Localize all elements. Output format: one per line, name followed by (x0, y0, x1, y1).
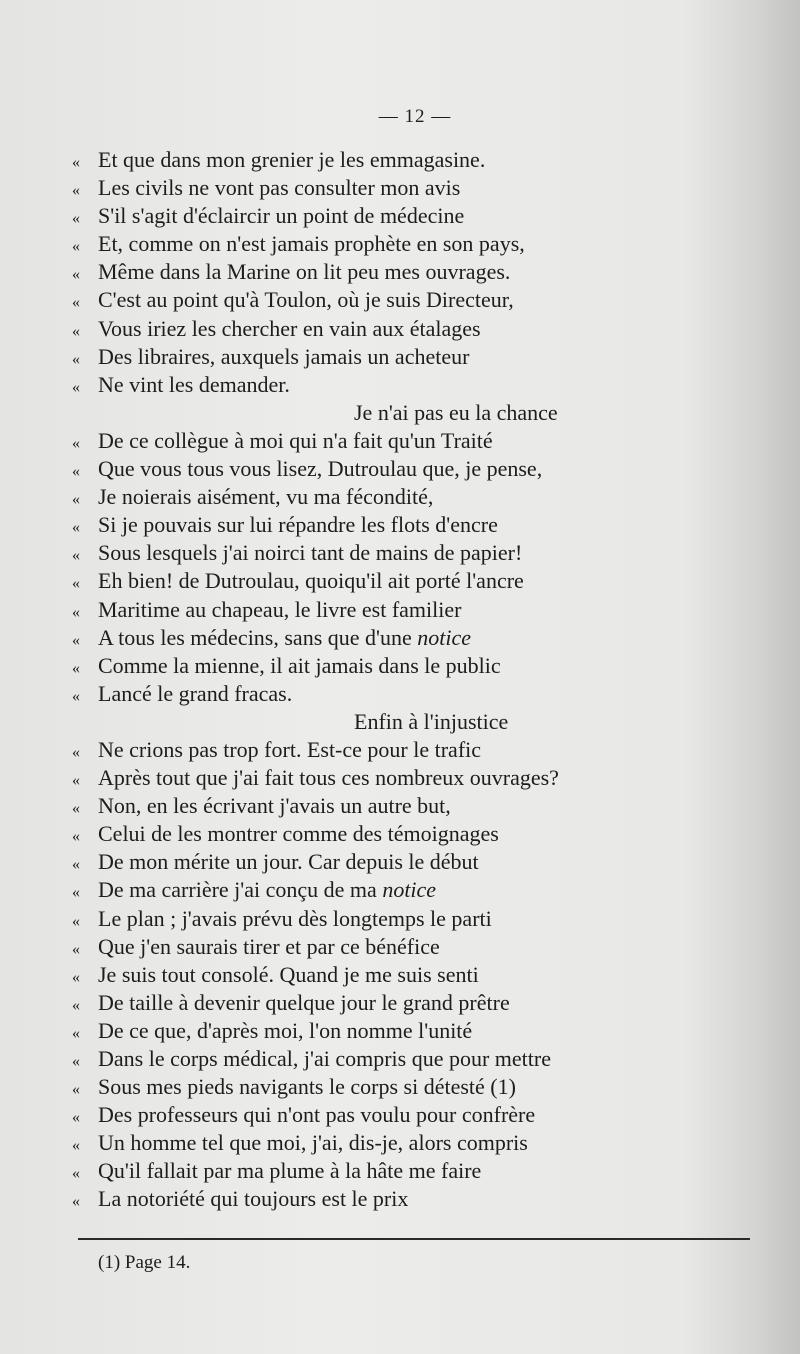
verse-text: Eh bien! de Dutroulau, quoiqu'il ait porté l'ancre (98, 568, 524, 594)
verse-text: S'il s'agit d'éclaircir un point de médecine (98, 203, 465, 229)
quote-mark: « (72, 210, 80, 228)
verse-line (72, 511, 772, 539)
verse-text: Ne vint les demander. (98, 371, 290, 397)
quote-mark: « (72, 434, 80, 452)
quote-mark: « (72, 350, 80, 368)
quote-mark: « (72, 322, 80, 340)
verse-line (72, 1017, 772, 1045)
verse-line (72, 286, 772, 314)
quote-mark: « (72, 912, 80, 930)
verse-text: Lancé le grand fracas. (98, 680, 293, 706)
quote-mark: « (72, 772, 80, 790)
quote-mark: « (72, 238, 80, 256)
verse-line (72, 736, 772, 764)
verse-line (72, 567, 772, 595)
verse-emphasis: notice (417, 624, 472, 650)
verse-text: Dans le corps médical, j'ai compris que pour mettre (98, 1046, 551, 1071)
verse-text: Que j'en saurais tirer et par ce bénéfice (98, 933, 440, 959)
verse-text: A tous les médecins, sans que d'une (98, 624, 418, 650)
verse-line (72, 848, 772, 876)
quote-mark: « (72, 154, 80, 171)
verse-line (72, 1073, 772, 1101)
verse-line (72, 539, 772, 567)
verse-line (72, 792, 772, 820)
verse-line (72, 1045, 772, 1073)
verse-line (72, 1185, 772, 1213)
quote-mark: « (72, 996, 80, 1014)
quote-mark: « (72, 631, 80, 649)
verse-line (72, 399, 772, 427)
verse-text: De ce collègue à moi qui n'a fait qu'un Traité (98, 427, 493, 453)
verse-line (72, 202, 772, 230)
verse-text: Et, comme on n'est jamais prophète en son pays, (98, 231, 525, 257)
verse-line (72, 820, 772, 848)
verse-line (72, 905, 772, 933)
quote-mark: « (72, 968, 80, 986)
quote-mark: « (72, 856, 80, 874)
verse-line (72, 961, 772, 989)
verse-text: Et que dans mon grenier je les emmagasine. (98, 147, 486, 172)
verse-line (72, 596, 772, 624)
quote-mark: « (72, 1053, 80, 1070)
quote-mark: « (72, 575, 80, 593)
verse-line (72, 146, 772, 174)
verse-text: C'est au point qu'à Toulon, où je suis Directeur, (98, 287, 514, 313)
quote-mark: « (72, 1137, 80, 1155)
verse-emphasis: notice (382, 877, 437, 903)
verse-text: Si je pouvais sur lui répandre les flots d'encre (98, 512, 498, 538)
verse-text: Vous iriez les chercher en vain aux étalages (98, 315, 481, 341)
verse-line (72, 1157, 772, 1185)
verse-line (72, 315, 772, 343)
quote-mark: « (72, 743, 80, 761)
verse-body (72, 146, 772, 1214)
verse-text: Des professeurs qui n'ont pas voulu pour confrère (98, 1102, 536, 1128)
verse-line (72, 258, 772, 286)
quote-mark: « (72, 884, 80, 902)
verse-line (72, 230, 772, 258)
verse-text: Le plan ; j'avais prévu dès longtemps le parti (98, 905, 492, 931)
quote-mark: « (72, 463, 80, 481)
verse-text: Après tout que j'ai fait tous ces nombreux ouvrages? (98, 765, 559, 791)
quote-mark: « (72, 1193, 80, 1211)
verse-text: Les civils ne vont pas consulter mon avis (98, 175, 461, 201)
verse-line (72, 624, 772, 652)
verse-text: Ne crions pas trop fort. Est-ce pour le trafic (98, 736, 482, 762)
verse-text: Maritime au chapeau, le livre est familier (98, 596, 462, 622)
verse-line (72, 708, 772, 736)
quote-mark: « (72, 519, 80, 537)
verse-line (72, 764, 772, 792)
quote-mark: « (72, 1024, 80, 1042)
verse-text: Sous mes pieds navigants le corps si détesté (1) (98, 1074, 516, 1100)
verse-line (72, 371, 772, 399)
quote-mark: « (72, 940, 80, 958)
page-number: — 12 — (378, 106, 452, 127)
quote-mark: « (72, 1081, 80, 1099)
quote-mark: « (72, 547, 80, 565)
quote-mark: « (72, 182, 80, 200)
quote-mark: « (72, 378, 80, 396)
verse-text: Qu'il fallait par ma plume à la hâte me faire (98, 1158, 482, 1184)
verse-line (72, 680, 772, 708)
verse-line (72, 1129, 772, 1157)
verse-text: Enfin à l'injustice (354, 708, 509, 734)
verse-text: De mon mérite un jour. Car depuis le début (98, 849, 479, 875)
verse-text: Comme la mienne, il ait jamais dans le public (98, 652, 501, 678)
verse-line (72, 174, 772, 202)
verse-text: Même dans la Marine on lit peu mes ouvrages. (98, 259, 511, 285)
verse-text: Sous lesquels j'ai noirci tant de mains de papier! (98, 540, 523, 566)
footnote: (1) Page 14. (98, 1252, 191, 1273)
verse-text: Celui de les montrer comme des témoignages (98, 821, 499, 847)
verse-text: Des libraires, auxquels jamais un acheteur (98, 343, 470, 369)
quote-mark: « (72, 828, 80, 846)
verse-line (72, 483, 772, 511)
verse-line (72, 876, 772, 904)
quote-mark: « (72, 1165, 80, 1183)
quote-mark: « (72, 491, 80, 509)
verse-text: Je suis tout consolé. Quand je me suis senti (98, 961, 479, 987)
quote-mark: « (72, 294, 80, 312)
verse-text: Je noierais aisément, vu ma fécondité, (98, 484, 434, 510)
footnote-rule (78, 1238, 750, 1240)
verse-text: Non, en les écrivant j'avais un autre but, (98, 793, 451, 819)
quote-mark: « (72, 1109, 80, 1127)
quote-mark: « (72, 687, 80, 705)
verse-text: Un homme tel que moi, j'ai, dis-je, alors compris (98, 1130, 528, 1156)
quote-mark: « (72, 659, 80, 677)
verse-line (72, 652, 772, 680)
verse-text: De taille à devenir quelque jour le grand prêtre (98, 989, 510, 1015)
verse-line (72, 427, 772, 455)
verse-line (72, 1101, 772, 1129)
verse-text: De ma carrière j'ai conçu de ma (98, 877, 383, 903)
verse-text: Que vous tous vous lisez, Dutroulau que, je pense, (98, 456, 543, 482)
verse-text: La notoriété qui toujours est le prix (98, 1186, 409, 1212)
verse-line (72, 343, 772, 371)
verse-line (72, 989, 772, 1017)
verse-text: De ce que, d'après moi, l'on nomme l'unité (98, 1017, 473, 1043)
quote-mark: « (72, 603, 80, 621)
quote-mark: « (72, 800, 80, 818)
quote-mark: « (72, 266, 80, 284)
verse-line (72, 455, 772, 483)
verse-text: Je n'ai pas eu la chance (354, 399, 558, 425)
verse-line (72, 933, 772, 961)
